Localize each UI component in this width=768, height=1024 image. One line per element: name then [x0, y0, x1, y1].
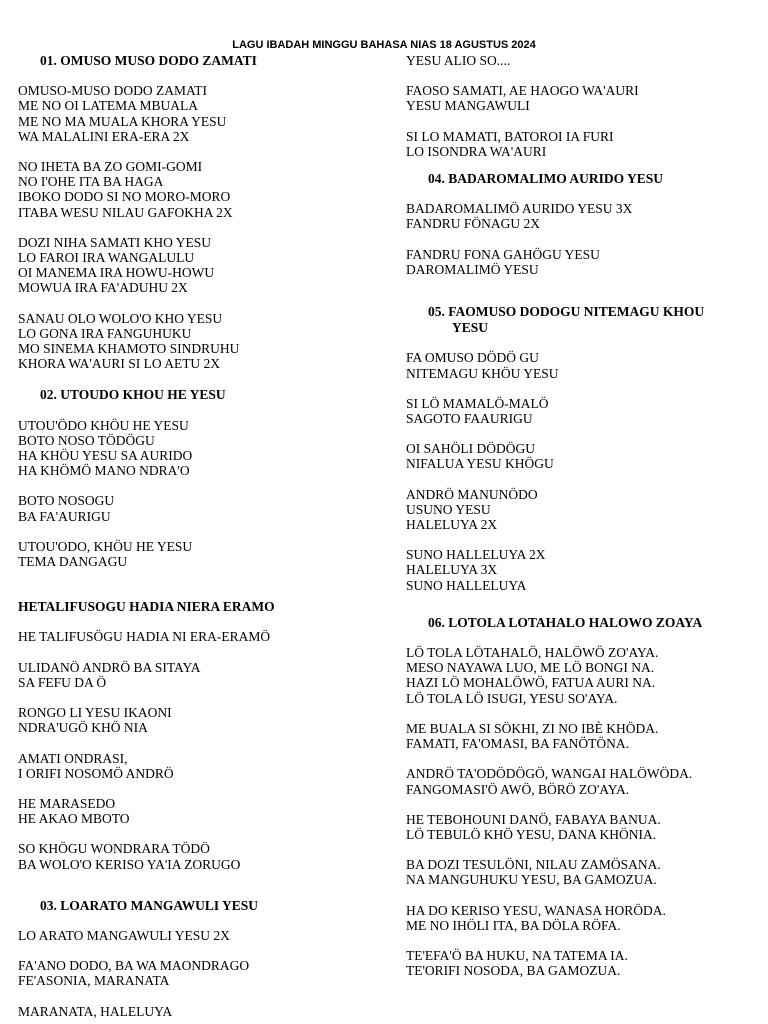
lyric-line: ULIDANÖ ANDRÖ BA SITAYA	[18, 659, 201, 675]
lyric-line: SI LO MAMATI, BATOROI IA FURI	[406, 128, 614, 144]
lyric-line: ANDRÖ TA'ODÖDÖGÖ, WANGAI HALÖWÖDA.	[406, 766, 693, 782]
lyric-line: SI LÖ MAMALÖ-MALÖ	[406, 395, 549, 411]
lyric-line: YESU MANGAWULI	[406, 98, 530, 114]
stanza	[18, 660, 378, 690]
stanza	[406, 53, 756, 68]
lyric-line: I ORIFI NOSOMÖ ANDRÖ	[18, 765, 174, 781]
lyric-line: NO I'OHE ITA BA HAGA	[18, 174, 164, 190]
lyric-line: MOWUA IRA FA'ADUHU 2X	[18, 280, 188, 296]
song-title: 01. OMUSO MUSO DODO ZAMATI	[40, 53, 257, 68]
lyric-line: MESO NAYAWA LUO, ME LÖ BONGI NA.	[406, 660, 655, 676]
lyric-line: LO GONA IRA FANGUHUKU	[18, 325, 192, 341]
lyric-line: OI MANEMA IRA HOWU-HOWU	[18, 265, 215, 281]
stanza	[406, 645, 756, 706]
left-column	[18, 53, 378, 1019]
stanza	[406, 350, 756, 380]
song-title: HETALIFUSOGU HADIA NIERA ERAMO	[18, 599, 275, 615]
lyric-line: ANDRÖ MANUNÖDO	[406, 486, 538, 502]
lyric-line: ME NO IHÖLI ITA, BA DÖLA RÖFA.	[406, 917, 621, 933]
stanza	[406, 948, 756, 978]
lyric-line: NO IHETA BA ZO GOMI-GOMI	[18, 159, 203, 175]
stanza	[406, 903, 756, 933]
lyric-line: HE AKAO MBOTO	[18, 811, 130, 827]
lyric-line: OI SAHÖLI DÖDÖGU	[406, 441, 535, 457]
lyric-line: SUNO HALLELUYA	[406, 577, 527, 593]
stanza	[18, 539, 378, 569]
lyric-line: HA KHÖU YESU SA AURIDO	[18, 448, 193, 464]
stanza	[406, 547, 756, 593]
stanza	[18, 841, 378, 871]
lyric-line: FE'ASONIA, MARANATA	[18, 973, 170, 989]
lyric-line: HALELUYA 2X	[406, 517, 498, 533]
lyric-line: FA OMUSO DÖDÖ GU	[406, 350, 539, 366]
lyric-line: AMATI ONDRASI,	[18, 750, 128, 766]
stanza	[406, 857, 756, 887]
lyric-line: RONGO LI YESU IKAONI	[18, 705, 172, 721]
stanza	[406, 766, 756, 796]
lyric-line: LO ISONDRA WA'AURI	[406, 143, 547, 159]
lyric-line: HA DO KERISO YESU, WANASA HORÖDA.	[406, 902, 666, 918]
lyric-line: BA WOLO'O KERISO YA'IA ZORUGO	[18, 856, 241, 872]
stanza	[18, 159, 378, 220]
lyric-line: BOTO NOSO TÖDÖGU	[18, 432, 155, 448]
lyric-line: MO SINEMA KHAMOTO SINDRUHU	[18, 341, 240, 357]
lyric-line: BA DOZI TESULÖNI, NILAU ZAMÖSANA.	[406, 857, 661, 873]
lyric-line: ITABA WESU NILAU GAFOKHA 2X	[18, 204, 233, 220]
lyric-line: SO KHÖGU WONDRARA TÖDÖ	[18, 841, 210, 857]
stanza	[18, 493, 378, 523]
lyric-line: BADAROMALIMÖ AURIDO YESU 3X	[406, 201, 633, 217]
lyric-line: HE TALIFUSÖGU HADIA NI ERA-ERAMÖ	[18, 629, 271, 645]
lyric-line: YESU ALIO SO....	[406, 53, 511, 68]
lyric-line: TE'ORIFI NOSODA, BA GAMOZUA.	[406, 963, 621, 979]
lyric-line: DOZI NIHA SAMATI KHO YESU	[18, 234, 211, 250]
stanza	[18, 751, 378, 781]
lyric-line: LÖ TOLA LÖTAHALÖ, HALÖWÖ ZO'AYA.	[406, 645, 659, 661]
lyric-line: HAZI LÖ MOHALÖWÖ, FATUA AURI NA.	[406, 675, 656, 691]
song-title: 06. LOTOLA LOTAHALO HALOWO ZOAYA	[428, 614, 703, 630]
lyric-line: FANGOMASI'Ö AWÖ, BÖRÖ ZO'AYA.	[406, 781, 630, 797]
lyric-line: FAMATI, FA'OMASI, BA FANÖTÖNA.	[406, 736, 629, 752]
lyric-line: NA MANGUHUKU YESU, BA GAMOZUA.	[406, 872, 657, 888]
song-title: 05. FAOMUSO DODOGU NITEMAGU KHOU	[428, 304, 705, 320]
lyric-line: WA MALALINI ERA-ERA 2X	[18, 128, 190, 144]
song-title: 04. BADAROMALIMO AURIDO YESU	[428, 171, 664, 187]
song-title-continued: YESU	[452, 320, 489, 336]
lyric-line: FA'ANO DODO, BA WA MAONDRAGO	[18, 958, 250, 974]
lyric-line: LO FAROI IRA WANGALULU	[18, 250, 195, 266]
lyric-line: NITEMAGU KHÖU YESU	[406, 365, 559, 381]
lyric-line: DAROMALIMÖ YESU	[406, 261, 539, 277]
stanza	[406, 201, 756, 231]
stanza	[18, 418, 378, 479]
stanza	[18, 705, 378, 735]
page-title: LAGU IBADAH MINGGU BAHASA NIAS 18 AGUSTUS 2024	[232, 39, 536, 51]
stanza	[18, 311, 378, 372]
lyric-line: TEMA DANGAGU	[18, 554, 128, 570]
lyric-line: LÖ TEBULÖ KHÖ YESU, DANA KHÖNIA.	[406, 826, 657, 842]
lyric-line: NDRA'UGÖ KHÖ NIA	[18, 720, 148, 736]
lyric-line: FANDRU FONA GAHÖGU YESU	[406, 246, 600, 262]
lyric-line: HE MARASEDO	[18, 795, 116, 811]
lyric-line: NIFALUA YESU KHÖGU	[406, 456, 554, 472]
stanza	[406, 441, 756, 471]
stanza	[18, 1004, 378, 1019]
lyric-line: ME NO OI LATEMA MBUALA	[18, 98, 198, 114]
lyric-line: HA KHÖMÖ MANO NDRA'O	[18, 463, 190, 479]
lyric-line: BOTO NOSOGU	[18, 493, 115, 509]
stanza	[18, 796, 378, 826]
right-column	[406, 53, 756, 978]
stanza	[18, 235, 378, 296]
lyric-line: TE'EFA'Ö BA HUKU, NA TATEMA IA.	[406, 947, 628, 963]
lyric-line: LO ARATO MANGAWULI YESU 2X	[18, 927, 230, 943]
lyric-line: HE TEBOHOUNI DANÖ, FABAYA BANUA.	[406, 811, 661, 827]
stanza	[18, 928, 378, 943]
stanza	[406, 129, 756, 159]
lyric-line: OMUSO-MUSO DODO ZAMATI	[18, 83, 208, 99]
lyric-line: SA FEFU DA Ö	[18, 674, 107, 690]
lyric-line: FANDRU FÖNAGU 2X	[406, 216, 541, 232]
lyric-line: ME BUALA SI SÖKHI, ZI NO IBÈ KHÖDA.	[406, 720, 659, 736]
lyric-line: UTOU'ÖDO KHÖU HE YESU	[18, 417, 189, 433]
stanza	[406, 83, 756, 113]
stanza	[18, 83, 378, 144]
stanza	[406, 247, 756, 277]
stanza	[406, 721, 756, 751]
lyric-line: UTOU'ODO, KHÖU HE YESU	[18, 538, 193, 554]
lyric-line: ME NO MA MUALA KHORA YESU	[18, 113, 227, 129]
stanza	[18, 958, 378, 988]
lyric-line: HALELUYA 3X	[406, 562, 498, 578]
lyric-line: BA FA'AURIGU	[18, 508, 111, 524]
lyric-line: MARANATA, HALELUYA	[18, 1003, 173, 1019]
lyric-line: IBOKO DODO SI NO MORO-MORO	[18, 189, 231, 205]
song-title: 03. LOARATO MANGAWULI YESU	[40, 897, 259, 913]
lyric-line: LÖ TOLA LÖ ISUGI, YESU SO'AYA.	[406, 690, 618, 706]
lyric-line: SUNO HALLELUYA 2X	[406, 547, 546, 563]
stanza	[406, 396, 756, 426]
lyric-line: KHORA WA'AURI SI LO AETU 2X	[18, 356, 221, 372]
lyric-line: SAGOTO FAAURIGU	[406, 411, 533, 427]
lyric-line: USUNO YESU	[406, 501, 491, 517]
lyric-line: SANAU OLO WOLO'O KHO YESU	[18, 310, 223, 326]
lyric-line: FAOSO SAMATI, AE HAOGO WA'AURI	[406, 83, 639, 99]
stanza	[18, 629, 378, 644]
song-title: 02. UTOUDO KHOU HE YESU	[40, 387, 226, 403]
stanza	[406, 812, 756, 842]
stanza	[406, 487, 756, 533]
